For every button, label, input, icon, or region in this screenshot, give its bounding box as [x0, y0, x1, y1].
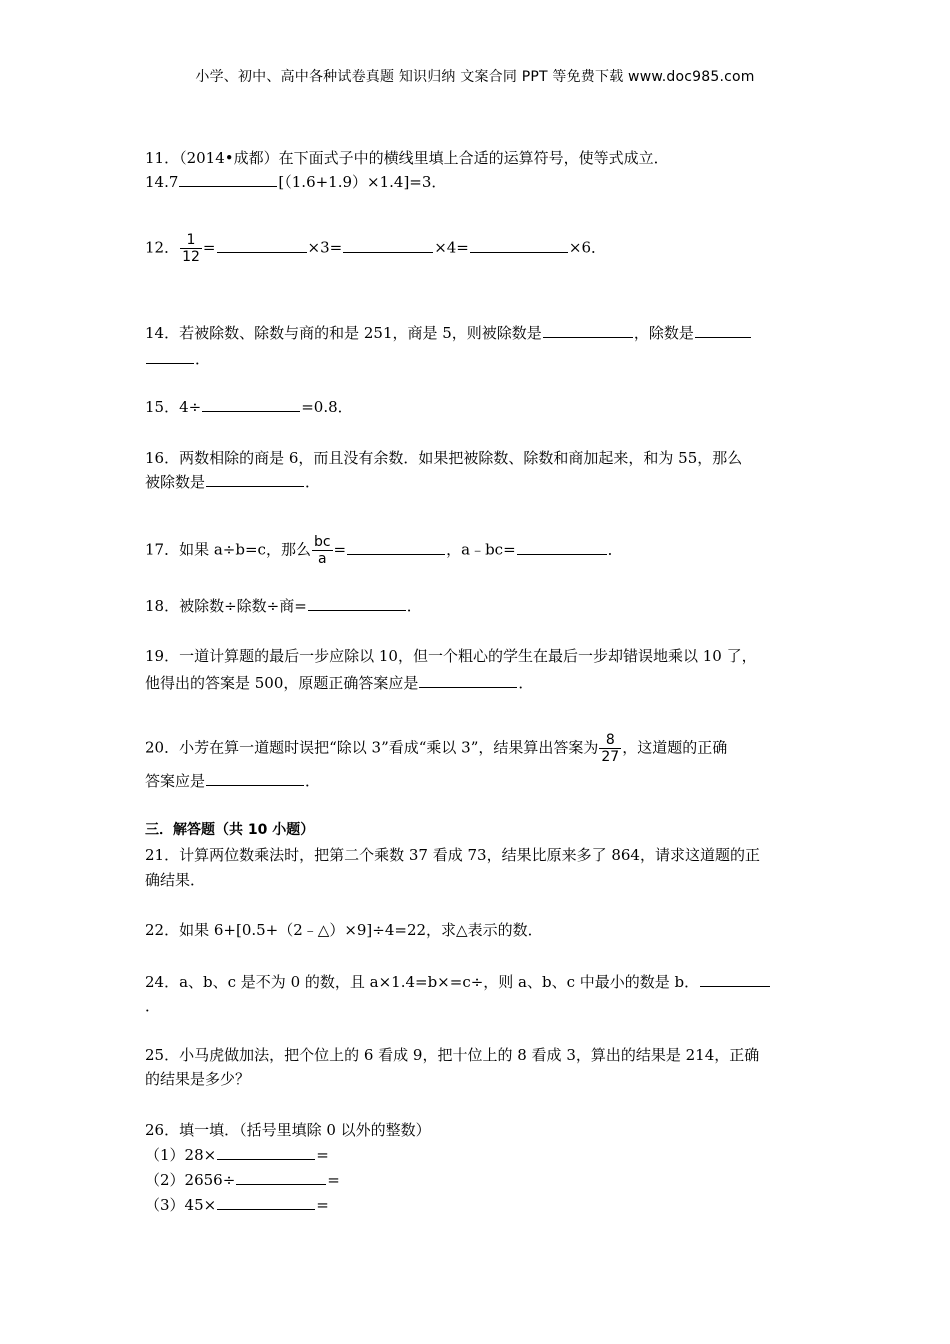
q17-denominator: a [317, 551, 327, 567]
q24-text-a: 24．a、b、c 是不为 0 的数，且 a×1.4=b×=c÷，则 a、b、c 中最小的数是 b． [145, 973, 700, 991]
q20-numerator: 8 [599, 732, 621, 749]
q14-text: 14．若被除数、除数与商的和是 251，商是 5，则被除数是 [145, 324, 542, 342]
q26-line1: 26．填一填．（括号里填除 0 以外的整数） [145, 1121, 431, 1139]
q26-blank-1[interactable] [217, 1146, 315, 1160]
q12-line [145, 232, 606, 265]
q11-line2 [145, 172, 446, 192]
q26-item-2-eq: = [327, 1171, 340, 1189]
q12-t3: ×6． [568, 238, 606, 257]
q18-text-a: 18．被除数÷除数÷商= [145, 597, 307, 615]
q17-blank-2[interactable] [517, 541, 607, 555]
q19-text-b: ． [518, 674, 534, 692]
q20-text-d: ． [305, 772, 321, 790]
q12-fraction [180, 232, 202, 265]
q12-eq: = [202, 238, 216, 257]
q17-numerator: bc [313, 534, 331, 550]
q24-blank[interactable] [700, 973, 770, 987]
q19-blank[interactable] [419, 674, 517, 688]
q12-blank-1[interactable] [217, 239, 307, 253]
q26-item-3 [145, 1195, 329, 1215]
q17-text-d: ． [607, 540, 623, 559]
q15-blank[interactable] [202, 398, 300, 412]
q15-line [145, 397, 353, 417]
q11-pre: 14.7 [145, 173, 179, 191]
q26-item-3-text: （3）45× [145, 1196, 217, 1214]
q14-blank-2b[interactable] [146, 350, 194, 364]
q26-item-1 [145, 1145, 329, 1165]
q14-line1 [145, 323, 752, 343]
q14-text-b: ，除数是 [633, 324, 694, 342]
q12-blank-2[interactable] [343, 239, 433, 253]
q26-item-1-eq: = [316, 1146, 329, 1164]
q18-text-b: ． [406, 597, 422, 615]
q12-numerator: 1 [180, 232, 202, 249]
q12-label: 12． [145, 238, 180, 257]
q21-line1: 21．计算两位数乘法时，把第二个乘数 37 看成 73，结果比原来多了 864，请求这道题的正 [145, 846, 760, 864]
q20-line2 [145, 771, 320, 791]
q17-eq: = [333, 540, 347, 559]
q16-text-b: ． [305, 473, 321, 491]
q25-line1: 25．小马虎做加法，把个位上的 6 看成 9，把十位上的 8 看成 3，算出的结果是 214，正确 [145, 1046, 760, 1064]
q11-post: [（1.6+1.9）×1.4]=3． [278, 173, 447, 191]
q19-line1: 19．一道计算题的最后一步应除以 10，但一个粗心的学生在最后一步却错误地乘以 10 了， [145, 647, 757, 665]
q20-text-a: 20．小芳在算一道题时误把“除以 3”看成“乘以 3”，结果算出答案为 [145, 738, 599, 757]
q22-line: 22．如果 6+[0.5+（2﹣△）×9]÷4=22，求△表示的数． [145, 921, 543, 939]
q14-line2 [145, 349, 210, 369]
q17-line [145, 534, 623, 567]
q19-line2 [145, 673, 533, 693]
q17-text-a: 17．如果 a÷b=c，那么 [145, 540, 311, 559]
q18-line [145, 596, 422, 616]
q18-blank[interactable] [308, 597, 406, 611]
q16-text-a: 被除数是 [145, 473, 206, 491]
q20-line1 [145, 732, 727, 765]
q12-t2: ×4= [434, 238, 469, 257]
q12-blank-3[interactable] [470, 239, 568, 253]
q24-line1 [145, 972, 771, 992]
q16-line2 [145, 472, 320, 492]
page-header: 小学、初中、高中各种试卷真题 知识归纳 文案合同 PPT 等免费下载 www.doc985.com [195, 69, 755, 85]
q26-item-3-eq: = [316, 1196, 329, 1214]
q17-blank-1[interactable] [347, 541, 445, 555]
q15-text-a: 15．4÷ [145, 398, 202, 416]
q20-denominator: 27 [601, 749, 620, 765]
q16-blank[interactable] [206, 473, 304, 487]
q21-line2: 确结果． [145, 871, 206, 889]
q14-text-c: ． [195, 350, 211, 368]
q14-blank-1[interactable] [543, 324, 633, 338]
q20-fraction [599, 732, 621, 765]
q11-blank[interactable] [179, 173, 277, 187]
q20-blank[interactable] [206, 772, 304, 786]
q15-text-b: =0.8． [301, 398, 353, 416]
section-3-heading: 三．解答题（共 10 小题） [145, 822, 315, 838]
q26-item-1-text: （1）28× [145, 1146, 217, 1164]
q14-blank-2a[interactable] [695, 324, 751, 338]
q11-line1: 11．（2014•成都）在下面式子中的横线里填上合适的运算符号，使等式成立． [145, 149, 669, 167]
q26-blank-2[interactable] [236, 1171, 326, 1185]
q25-line2: 的结果是多少？ [145, 1070, 251, 1088]
q17-fraction [312, 534, 333, 567]
q26-item-2-text: （2）2656÷ [145, 1171, 236, 1189]
q24-line2: ． [145, 997, 161, 1015]
q19-text-a: 他得出的答案是 500，原题正确答案应是 [145, 674, 419, 692]
q20-text-c: 答案应是 [145, 772, 206, 790]
q12-denominator: 12 [182, 249, 200, 265]
q16-line1: 16．两数相除的商是 6，而且没有余数．如果把被除数、除数和商加起来，和为 55，那么 [145, 449, 743, 467]
q12-t1: ×3= [307, 238, 343, 257]
q26-item-2 [145, 1170, 340, 1190]
q26-blank-3[interactable] [217, 1196, 315, 1210]
q17-text-c: ，a﹣bc= [446, 540, 516, 559]
q20-text-b: ，这道题的正确 [622, 738, 728, 757]
